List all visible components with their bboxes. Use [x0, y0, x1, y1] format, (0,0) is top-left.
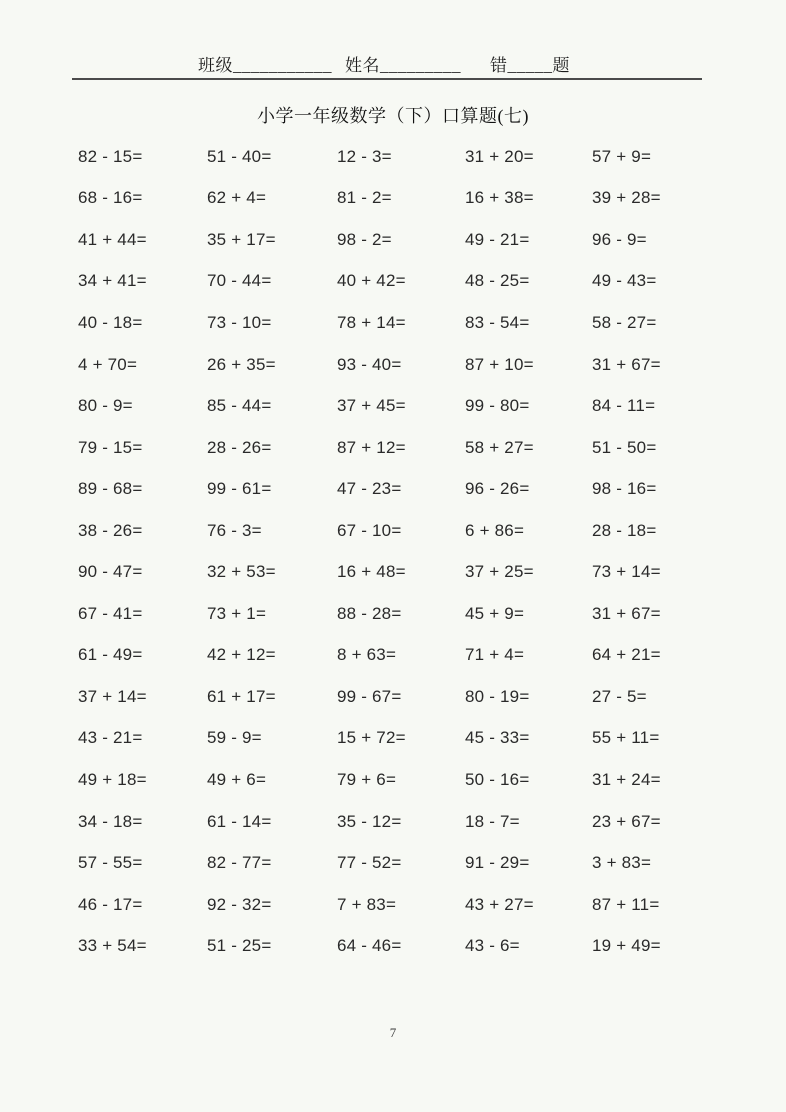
problem: 62 + 4= — [207, 188, 267, 208]
problem: 58 + 27= — [465, 437, 534, 457]
problem: 43 + 27= — [465, 894, 534, 914]
problem: 49 - 43= — [592, 271, 657, 291]
problem: 49 - 21= — [465, 229, 530, 249]
problem: 51 - 50= — [592, 437, 657, 457]
problem: 38 - 26= — [78, 520, 143, 540]
problem: 92 - 32= — [207, 894, 272, 914]
problem: 35 - 12= — [337, 811, 402, 831]
page-number: 7 — [389, 1025, 397, 1040]
problem: 58 - 27= — [592, 312, 657, 332]
problem: 84 - 11= — [592, 396, 656, 416]
problem: 31 + 20= — [465, 146, 534, 166]
problem: 68 - 16= — [78, 188, 143, 208]
problem: 45 + 9= — [465, 603, 525, 623]
problem: 49 + 18= — [78, 769, 147, 789]
problem: 46 - 17= — [78, 894, 143, 914]
problem: 77 - 52= — [337, 853, 402, 873]
problem: 85 - 44= — [207, 396, 272, 416]
problem: 82 - 15= — [78, 146, 143, 166]
problem: 98 - 2= — [337, 229, 392, 249]
problem: 42 + 12= — [207, 645, 276, 665]
problem: 96 - 26= — [465, 479, 530, 499]
problem: 43 - 21= — [78, 728, 143, 748]
problem: 40 - 18= — [78, 312, 143, 332]
problem: 16 + 38= — [465, 188, 534, 208]
problem: 67 - 10= — [337, 520, 402, 540]
problem: 31 + 24= — [592, 769, 661, 789]
problem: 59 - 9= — [207, 728, 262, 748]
problems-grid — [78, 136, 732, 967]
problem: 7 + 83= — [337, 894, 397, 914]
problem: 51 - 25= — [207, 936, 272, 956]
problem: 34 + 41= — [78, 271, 147, 291]
problem: 64 + 21= — [592, 645, 661, 665]
header-rule-line — [72, 78, 702, 80]
problem: 99 - 67= — [337, 686, 402, 706]
problem: 64 - 46= — [337, 936, 402, 956]
problem: 28 - 26= — [207, 437, 272, 457]
problem: 16 + 48= — [337, 562, 406, 582]
problem: 27 - 5= — [592, 686, 647, 706]
problem: 50 - 16= — [465, 769, 530, 789]
problem: 32 + 53= — [207, 562, 276, 582]
problem: 26 + 35= — [207, 354, 276, 374]
errors-fill-in-label: 错_____题 — [490, 56, 570, 75]
problem: 37 + 25= — [465, 562, 534, 582]
problem: 87 + 11= — [592, 894, 660, 914]
name-fill-in-label: 姓名_________ — [345, 56, 461, 75]
problem: 41 + 44= — [78, 229, 147, 249]
problem: 81 - 2= — [337, 188, 392, 208]
problem: 71 + 4= — [465, 645, 525, 665]
problem: 82 - 77= — [207, 853, 272, 873]
worksheet-title: 小学一年级数学（下）口算题(七) — [257, 106, 529, 126]
problem: 48 - 25= — [465, 271, 530, 291]
problem: 99 - 80= — [465, 396, 530, 416]
problem: 76 - 3= — [207, 520, 262, 540]
problem: 80 - 9= — [78, 396, 133, 416]
problem: 88 - 28= — [337, 603, 402, 623]
problem: 79 - 15= — [78, 437, 143, 457]
problem: 23 + 67= — [592, 811, 661, 831]
problem: 28 - 18= — [592, 520, 657, 540]
problem: 3 + 83= — [592, 853, 652, 873]
problem: 93 - 40= — [337, 354, 402, 374]
problem: 70 - 44= — [207, 271, 272, 291]
problem: 18 - 7= — [465, 811, 520, 831]
problem: 6 + 86= — [465, 520, 525, 540]
problem: 31 + 67= — [592, 354, 661, 374]
problem: 31 + 67= — [592, 603, 661, 623]
problem: 40 + 42= — [337, 271, 406, 291]
problem: 12 - 3= — [337, 146, 392, 166]
problem: 96 - 9= — [592, 229, 647, 249]
problem: 57 + 9= — [592, 146, 652, 166]
problem: 45 - 33= — [465, 728, 530, 748]
class-fill-in-label: 班级___________ — [198, 56, 332, 75]
problem: 73 + 14= — [592, 562, 661, 582]
problem: 87 + 12= — [337, 437, 406, 457]
problem: 51 - 40= — [207, 146, 272, 166]
problem: 55 + 11= — [592, 728, 660, 748]
problem: 90 - 47= — [78, 562, 143, 582]
problem: 73 + 1= — [207, 603, 267, 623]
problem: 78 + 14= — [337, 312, 406, 332]
problem: 34 - 18= — [78, 811, 143, 831]
problem: 57 - 55= — [78, 853, 143, 873]
problem: 89 - 68= — [78, 479, 143, 499]
problem: 79 + 6= — [337, 769, 397, 789]
problem: 47 - 23= — [337, 479, 402, 499]
problem: 37 + 45= — [337, 396, 406, 416]
problem: 43 - 6= — [465, 936, 520, 956]
problem: 80 - 19= — [465, 686, 530, 706]
problem: 8 + 63= — [337, 645, 397, 665]
problem: 19 + 49= — [592, 936, 661, 956]
problem: 35 + 17= — [207, 229, 276, 249]
problem: 87 + 10= — [465, 354, 534, 374]
problem: 33 + 54= — [78, 936, 147, 956]
problem: 15 + 72= — [337, 728, 406, 748]
problem: 61 - 14= — [207, 811, 272, 831]
problem: 83 - 54= — [465, 312, 530, 332]
problem: 67 - 41= — [78, 603, 143, 623]
problem: 91 - 29= — [465, 853, 530, 873]
problem: 73 - 10= — [207, 312, 272, 332]
problem: 4 + 70= — [78, 354, 138, 374]
problem: 49 + 6= — [207, 769, 267, 789]
problem: 61 - 49= — [78, 645, 143, 665]
problem: 37 + 14= — [78, 686, 147, 706]
problem: 39 + 28= — [592, 188, 661, 208]
problem: 99 - 61= — [207, 479, 272, 499]
problem: 98 - 16= — [592, 479, 657, 499]
problem: 61 + 17= — [207, 686, 276, 706]
